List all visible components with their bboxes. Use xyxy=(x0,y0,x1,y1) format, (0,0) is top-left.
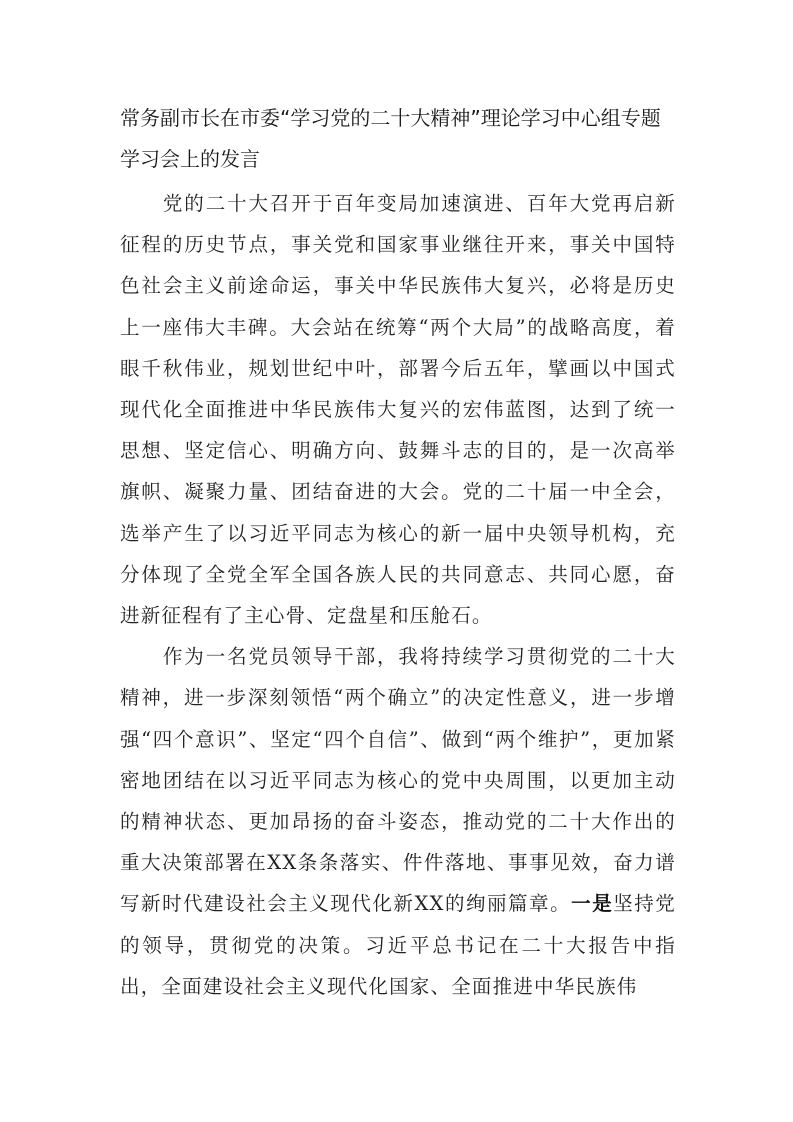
document-title: 常务副市长在市委“学习党的二十大精神”理论学习中心组专题学习会上的发言 xyxy=(120,106,661,171)
document-body xyxy=(120,183,676,1007)
paragraph-1 xyxy=(120,183,676,636)
paragraph-2-lead-marker: 一是 xyxy=(571,892,614,916)
paragraph-2-text: 作为一名党员领导干部，我将持续学习贯彻党的二十大精神，进一步深刻领悟“两个确立”的决定性意义，进一步增强“四个意识”、坚定“四个自信”、做到“两个维护”，更加紧密地团结在以习近平同志为核心的党中央周围，以更加主动的精神状态、更加昂扬的奋斗姿态，推动党的二十大作出的重大决策部署在XX条条落实、件件落地、事事见效，奋力谱写新时代建设社会主义现代化新XX的绚丽篇章。 xyxy=(120,645,676,916)
paragraph-2-continuation: 坚持党的领导，贯彻党的决策。习近平总书记在二十大报告中指出，全面建设社会主义现代化国家、全面推进中华民族伟 xyxy=(120,892,676,998)
paragraph-2 xyxy=(120,636,676,1007)
paragraph-1-text: 党的二十大召开于百年变局加速演进、百年大党再启新征程的历史节点，事关党和国家事业继往开来，事关中国特色社会主义前途命运，事关中华民族伟大复兴，必将是历史上一座伟大丰碑。大会站在统筹“两个大局”的战略高度，着眼千秋伟业，规划世纪中叶，部署今后五年，擘画以中国式现代化全面推进中华民族伟大复兴的宏伟蓝图，达到了统一思想、坚定信心、明确方向、鼓舞斗志的目的，是一次高举旗帜、凝聚力量、团结奋进的大会。党的二十届一中全会，选举产生了以习近平同志为核心的新一届中央领导机构，充分体现了全党全军全国各族人民的共同意志、共同心愿，奋进新征程有了主心骨、定盘星和压舱石。 xyxy=(120,192,676,628)
